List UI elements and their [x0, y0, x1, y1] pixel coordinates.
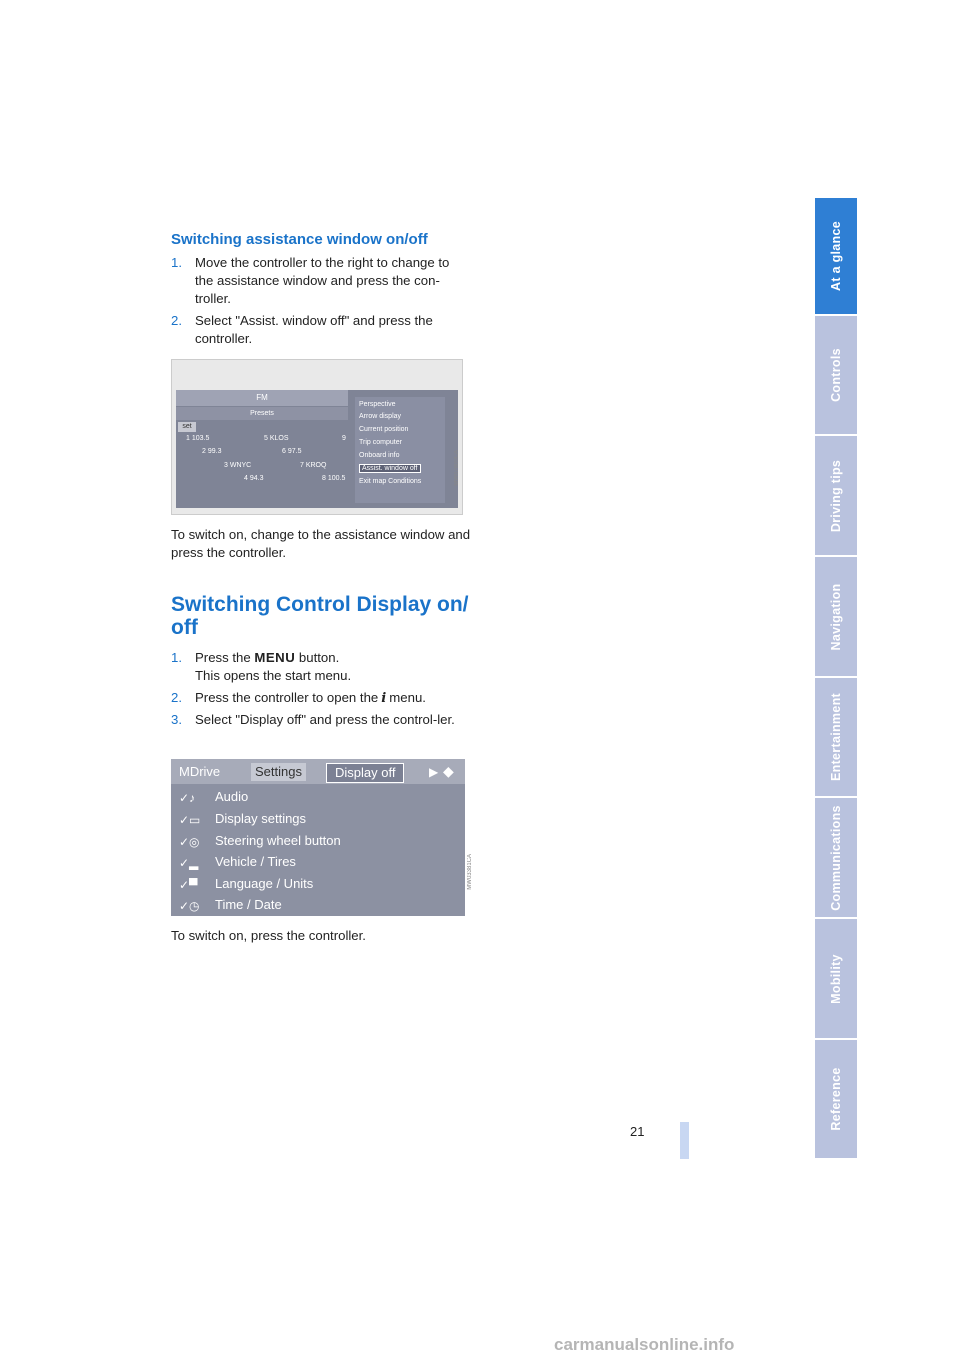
- menu-item-selected: Assist. window off: [359, 464, 421, 473]
- step-text-part: This opens the start menu.: [195, 668, 352, 683]
- switch-on-text-2: To switch on, press the controller.: [171, 928, 366, 943]
- station: 3 WNYC: [224, 462, 252, 469]
- menu-item: Arrow display: [359, 413, 402, 420]
- step-1: [171, 649, 471, 685]
- tab-label: Entertainment: [829, 693, 843, 781]
- step-text-part: button.: [298, 650, 340, 665]
- station: 1 103.5: [186, 435, 210, 442]
- step-text: [195, 649, 471, 685]
- menu-item: Perspective: [359, 401, 396, 408]
- step-text-part: Press the controller to open the: [195, 690, 379, 705]
- section-heading-assistance-window: Switching assistance window on/off: [171, 231, 428, 248]
- assistance-window-screenshot: [171, 359, 463, 515]
- controller-icon: ◆: [443, 763, 454, 779]
- station: 7 KROQ: [300, 462, 327, 469]
- station: 5 KLOS: [264, 435, 289, 442]
- step-2: [171, 689, 471, 708]
- station: 8 100.5: [322, 475, 346, 482]
- step-text: Select "Display off" and press the control-ler.: [195, 712, 455, 727]
- tab-reference[interactable]: [815, 1040, 857, 1160]
- display-icon: ✓▭: [179, 813, 201, 827]
- tab-label: Navigation: [829, 583, 843, 650]
- menu-item-time-date: Time / Date: [215, 897, 282, 912]
- tab-display-off: Display off: [326, 763, 404, 783]
- tab-mdrive: MDrive: [179, 764, 221, 779]
- tab-mobility[interactable]: [815, 919, 857, 1040]
- tab-label: Mobility: [829, 953, 843, 1004]
- section-heading-control-display: Switching Control Display on/ off: [171, 593, 469, 639]
- clock-icon: ✓◷: [179, 899, 200, 913]
- menu-button-glyph: MENU: [254, 650, 296, 665]
- step-text-part: Press the: [195, 650, 251, 665]
- tab-label: Controls: [829, 348, 843, 402]
- step-number: 2.: [171, 313, 182, 328]
- image-code: MW03381CA: [467, 854, 473, 890]
- menu-item-vehicle-tires: Vehicle / Tires: [215, 854, 296, 869]
- menu-item: Exit map Conditions: [359, 478, 422, 485]
- tab-label: At a glance: [829, 221, 843, 291]
- tab-settings: Settings: [251, 763, 306, 781]
- step-number: 1.: [171, 650, 182, 665]
- menu-item: Current position: [359, 426, 409, 433]
- tab-navigation[interactable]: [815, 557, 857, 678]
- tab-label: Reference: [829, 1067, 843, 1131]
- menu-item-audio: Audio: [215, 789, 249, 804]
- tab-entertainment[interactable]: [815, 678, 857, 798]
- language-icon: ✓▀: [179, 878, 198, 892]
- step-number: 1.: [171, 255, 182, 270]
- tab-at-a-glance[interactable]: [815, 198, 857, 316]
- step-1: [171, 254, 471, 308]
- menu-item-display-settings: Display settings: [215, 811, 307, 826]
- set-label: set: [178, 422, 196, 432]
- menu-item-steering-wheel-button: Steering wheel button: [215, 833, 341, 848]
- step-2: [171, 312, 471, 348]
- step-3: [171, 711, 471, 729]
- assistance-menu: [355, 397, 445, 503]
- page-number-bar: [680, 1122, 689, 1159]
- watermark: carmanualsonline.info: [554, 1335, 735, 1354]
- step-text: Move the controller to the right to change to the assistance window and press the con-troller.: [195, 255, 450, 306]
- step-number: 2.: [171, 690, 182, 705]
- steering-wheel-icon: ✓◎: [179, 835, 200, 849]
- menu-item-language-units: Language / Units: [215, 876, 314, 891]
- image-code: MW07800CA: [454, 450, 460, 486]
- tab-controls[interactable]: [815, 316, 857, 436]
- station: 6 97.5: [282, 448, 302, 455]
- tab-label: Communications: [829, 804, 843, 911]
- audio-icon: ✓♪: [179, 791, 196, 805]
- tab-communications[interactable]: [815, 798, 857, 919]
- band-label: FM: [176, 390, 348, 406]
- step-text: [195, 689, 471, 708]
- menu-item: Trip computer: [359, 439, 402, 446]
- tab-label: Driving tips: [829, 459, 843, 532]
- step-text-part: menu.: [389, 690, 426, 705]
- vehicle-icon: ✓▂: [179, 856, 199, 870]
- tab-driving-tips[interactable]: [815, 436, 857, 557]
- step-text: Select "Assist. window off" and press the controller.: [195, 313, 433, 346]
- step-number: 3.: [171, 712, 182, 727]
- info-icon: i: [381, 691, 387, 706]
- arrow-right-icon: ▶: [429, 765, 439, 779]
- presets-label: Presets: [176, 407, 348, 420]
- station: 9: [342, 435, 346, 442]
- menu-item: Onboard info: [359, 452, 400, 459]
- page-number: 21: [630, 1124, 645, 1139]
- switch-on-text-1: To switch on, change to the assistance window and press the controller.: [171, 527, 471, 560]
- station: 2 99.3: [202, 448, 222, 455]
- station: 4 94.3: [244, 475, 264, 482]
- display-off-screenshot: [171, 759, 473, 916]
